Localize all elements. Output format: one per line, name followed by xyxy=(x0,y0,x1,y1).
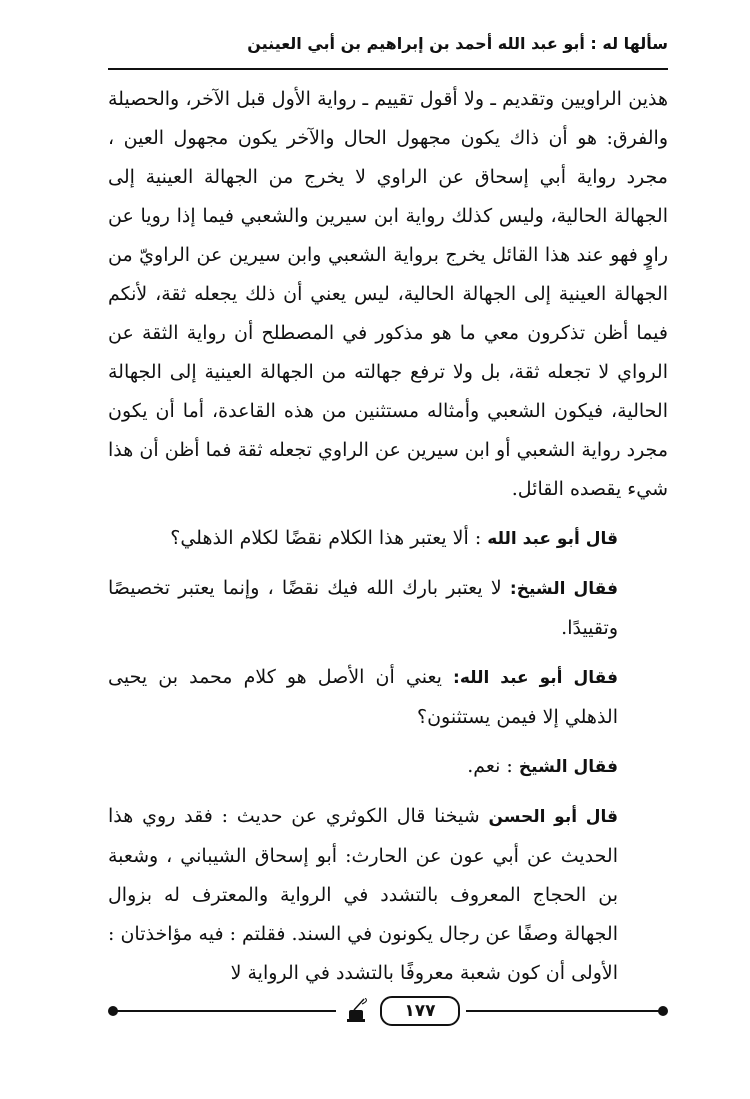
paragraph-text: شيخنا قال الكوثري عن حديث : فقد روي هذا الحديث عن أبي عون عن الحارث: أبو إسحاق الشيباني ، وشعبة بن الحجاج المعروف بالتشدد في الرواية والمعترف له بزوال الجهالة وصفًا عن رجال يكونون في السند. فقلتم : فيه مؤاخذتان : الأولى أن كون شعبة معروفًا بالتشدد في الرواية لا xyxy=(108,805,618,984)
question-paragraph-1 xyxy=(108,519,668,559)
footer-line-left xyxy=(114,1010,336,1012)
header-rule xyxy=(108,68,668,70)
opening-paragraph: هذين الراويين وتقديم ـ ولا أقول تقييم ـ رواية الأول قبل الآخر، والحصيلة والفرق: هو أن ذاك يكون مجهول الحال والآخر يكون مجهول العين ، مجرد رواية أبي إسحاق عن الراوي لا يخرج من الجهالة العينية إلى الجهالة الحالية، وليس كذلك رواية ابن سيرين والشعبي فيما إذا رويا عن راوٍ فهو عند هذا القائل يخرج برواية الشعبي وابن سيرين عن الراويّ من الجهالة العينية إلى الجهالة الحالية، ليس يعني أن ذلك يجعله ثقة، لأنكم فيما أظن تذكرون معي ما هو مذكور في المصطلح أن رواية الثقة عن الرواي لا تجعله ثقة، بل ولا ترفع جهالته من الجهالة العينية إلى الجهالة الحالية، فيكون الشعبي وأمثاله مستثنين من هذه القاعدة، أما أن يكون مجرد رواية الشعبي أو ابن سيرين عن الراوي تجعله ثقة فما أظن أن هذا شيء يقصده القائل. xyxy=(108,88,668,500)
paragraph-text: : نعم. xyxy=(467,755,513,777)
page-body xyxy=(108,80,668,993)
answer-paragraph-1 xyxy=(108,569,668,648)
speaker-label: فقال أبو عبد الله: xyxy=(453,668,618,688)
running-header: سألها له : أبو عبد الله أحمد بن إبراهيم بن أبي العينين xyxy=(247,34,668,53)
page-number: ١٧٧ xyxy=(380,996,460,1026)
speaker-label: فقال الشيخ xyxy=(518,757,618,777)
question-paragraph-3 xyxy=(108,797,668,993)
page-footer xyxy=(108,996,668,1026)
footer-dot-right xyxy=(658,1006,668,1016)
paragraph-text: يعني أن الأصل هو كلام محمد بن يحيى الذهلي إلا فيمن يستثنون؟ xyxy=(108,666,618,728)
answer-paragraph-2 xyxy=(108,747,668,787)
paragraph-text: : ألا يعتبر هذا الكلام نقضًا لكلام الذهلي؟ xyxy=(170,527,482,549)
paragraph-text: لا يعتبر بارك الله فيك نقضًا ، وإنما يعتبر تخصيصًا وتقييدًا. xyxy=(108,577,618,639)
speaker-label: قال أبو عبد الله xyxy=(487,529,618,549)
footer-line-right xyxy=(466,1010,662,1012)
speaker-label: قال أبو الحسن xyxy=(488,807,619,827)
question-paragraph-2 xyxy=(108,658,668,737)
inkwell-icon xyxy=(344,998,370,1022)
speaker-label: فقال الشيخ: xyxy=(509,579,618,599)
